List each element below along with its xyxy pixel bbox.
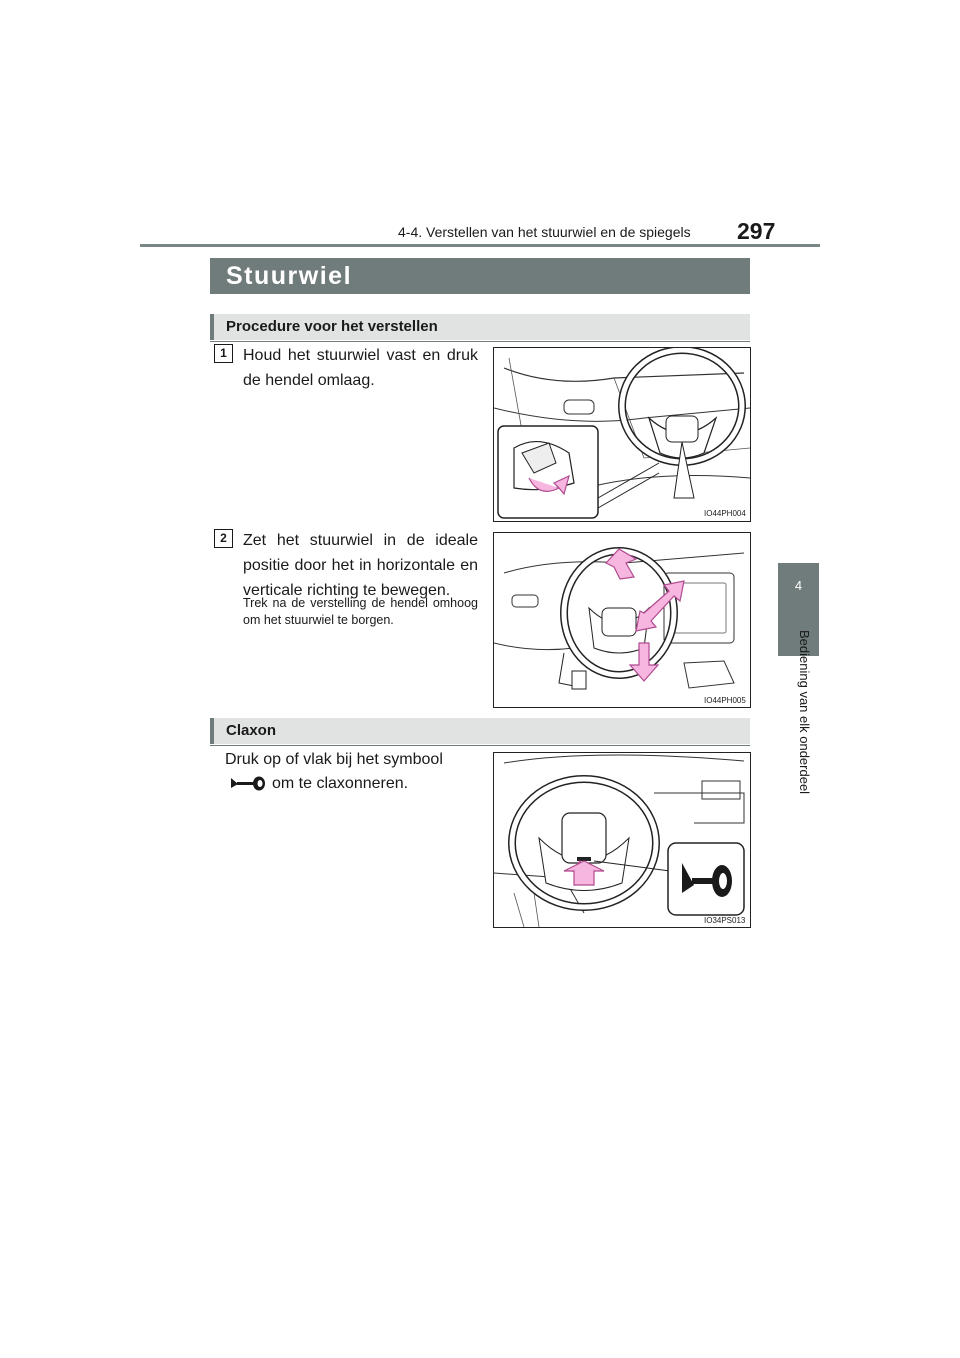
page-number: 297 xyxy=(737,218,776,244)
chapter-title: Bediening van elk onderdeel xyxy=(797,630,812,795)
figure-steering-lever xyxy=(493,347,751,522)
header-divider xyxy=(140,244,820,247)
step-number-1: 1 xyxy=(214,344,233,363)
subheading-procedure: Procedure voor het verstellen xyxy=(210,314,750,340)
step-2-note: Trek na de verstelling de hendel omhoog om het stuurwiel te borgen. xyxy=(243,596,478,627)
section-title: Stuurwiel xyxy=(210,258,750,294)
chapter-number: 4 xyxy=(794,578,803,593)
figure-code-3: IO34PS013 xyxy=(704,916,746,925)
running-header: 4-4. Verstellen van het stuurwiel en de spiegels xyxy=(398,224,691,240)
figure-code-1: IO44PH004 xyxy=(704,509,746,518)
figure-code-2: IO44PH005 xyxy=(704,696,746,705)
step-2-text: Zet het stuurwiel in de ideale positie door het in horizontale en verticale richting te bewegen. xyxy=(243,532,478,599)
figure-horn xyxy=(493,752,751,928)
horn-icon xyxy=(228,774,268,792)
horn-text-line2: om te claxonneren. xyxy=(272,775,409,792)
subheading-horn: Claxon xyxy=(210,718,750,744)
step-number-2: 2 xyxy=(214,529,233,548)
figure-steering-adjust xyxy=(493,532,751,708)
step-1-text: Houd het stuurwiel vast en druk de hendel omlaag. xyxy=(243,347,478,389)
horn-text-line1: Druk op of vlak bij het symbool xyxy=(225,751,443,768)
